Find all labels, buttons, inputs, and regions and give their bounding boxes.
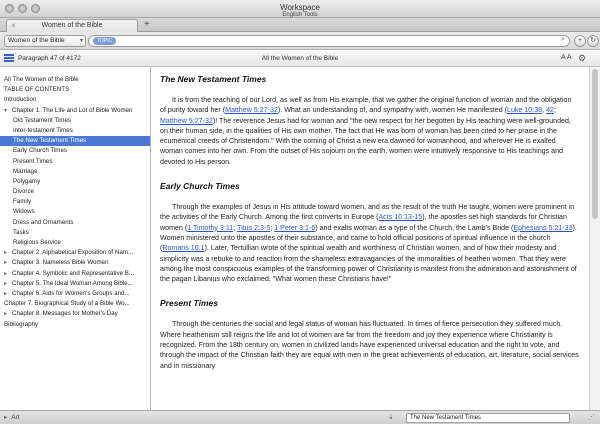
toc-item[interactable]: Divorce <box>13 188 34 196</box>
toc-item-chapter-1[interactable] <box>0 106 150 116</box>
toc-item-chapter-6[interactable] <box>0 289 150 299</box>
scripture-link[interactable]: Luke 10:38 <box>507 106 543 115</box>
scripture-link[interactable]: Matthew 5:27-32 <box>225 106 278 115</box>
scripture-link[interactable]: Romans 16:1 <box>162 244 205 253</box>
toc-item[interactable]: Early Church Times <box>13 147 67 155</box>
disclosure-closed-icon[interactable]: ▸ <box>4 280 8 287</box>
toolbar <box>0 32 600 50</box>
disclosure-closed-icon[interactable]: ▸ <box>4 290 8 297</box>
toc-item-label: Chapter 5. The Ideal Woman Among Bible... <box>12 279 133 287</box>
gear-icon[interactable]: ⚙ <box>578 53 587 63</box>
toc-item-chapter-5[interactable] <box>0 279 150 289</box>
topic-token[interactable]: TOPIC <box>93 37 116 45</box>
search-icon[interactable]: ⌕ <box>561 36 565 43</box>
book-select[interactable] <box>4 35 86 47</box>
toc-item[interactable]: Old Testament Times <box>13 116 71 124</box>
toc-item[interactable]: Tasks <box>13 228 29 236</box>
toc-item[interactable]: Family <box>13 198 32 206</box>
tab-label: Women of the Bible <box>41 22 103 29</box>
toc-item[interactable]: TABLE OF CONTENTS <box>4 86 70 94</box>
section-paragraph: It is from the teaching of our Lord, as well as from His example, that we gather the original function of woman and the obligation of purity toward her (Matthew 5:27-32). What an understanding of, and sympathy with, women He manifested (Luke 10:38, 42; Matthew 5:27-32)! The reverence Jesus had for woman and "the new respect for her begotten by His teaching were well-grounded, on their human side, in the qualities of His own mother. The fact that He was born of woman has been cited to her praise in the ecumenical creeds of Christendom." With the coming of Christ a new era dawned for womanhood, and wherever He is exalted woman comes into her own. From the outset of His sojourn on the earth, women were intuitively responsive to His teachings and devoted to His person. <box>160 96 572 166</box>
status-left <box>4 413 20 421</box>
toc-item-chapter-3[interactable] <box>0 258 150 268</box>
scripture-link[interactable]: Ephesians 5:21-33 <box>513 223 573 232</box>
toc-item[interactable]: Bibliography <box>4 320 39 328</box>
disclosure-open-icon[interactable]: ▾ <box>4 107 8 114</box>
toc-item[interactable]: All The Women of the Bible <box>4 76 79 83</box>
scripture-link[interactable]: Acts 16:13-15 <box>378 213 423 222</box>
toc-item-label: Chapter 3. Nameless Bible Women <box>12 259 109 267</box>
chevron-down-icon: ▾ <box>79 38 83 44</box>
font-size-icon[interactable]: A A <box>561 54 572 61</box>
window-title: Workspace <box>280 3 320 12</box>
toc-item-selected[interactable]: The New Testament Times <box>0 136 150 146</box>
scripture-link[interactable]: Titus 2:3-5 <box>237 223 271 232</box>
section-heading: Present Times <box>160 298 218 309</box>
scrollbar-thumb[interactable] <box>592 69 598 219</box>
table-of-contents-sidebar <box>0 67 151 410</box>
disclosure-closed-icon[interactable]: ▸ <box>4 414 8 421</box>
scripture-link[interactable]: 1 Timothy 3:11 <box>187 223 234 232</box>
new-tab-button[interactable]: + <box>144 19 150 30</box>
workspace-subtitle: English Tools <box>282 12 318 18</box>
toc-item[interactable]: Chapter 7. Biographical Study of a Bible Wo... <box>4 300 130 308</box>
disclosure-closed-icon[interactable]: ▸ <box>4 260 8 267</box>
toc-item[interactable]: Polygamy <box>13 177 41 185</box>
toc-item-chapter-2[interactable] <box>0 248 150 258</box>
info-bar <box>0 51 600 67</box>
resource-type-label[interactable]: Art <box>11 414 20 421</box>
toc-item[interactable]: Dress and Ornaments <box>13 218 74 226</box>
toc-item[interactable]: Religious Service <box>13 239 61 246</box>
resource-title: All the Women of the Bible <box>261 55 339 62</box>
add-circle-icon[interactable]: + <box>574 35 586 47</box>
vertical-scrollbar[interactable] <box>589 67 600 410</box>
toc-item-label: Chapter 4. Symbolic and Representative B... <box>12 269 135 277</box>
resize-grip-icon[interactable]: ⋰ <box>588 414 595 421</box>
toc-item-label: Chapter 2. Alphabetical Exposition of Nam... <box>12 249 134 257</box>
book-select-value: Women of the Bible <box>8 37 65 44</box>
section-paragraph: Through the examples of Jesus in His attitude toward women, and as the result of the truth He taught, women were prominent in the activities of the Early Church. Among the first converts in Europe (Acts 16:13-15), the apostles set high standards for Christian women (1 Timothy 3:11; Titus 2:3-5; 1 Peter 3:1-6) and exalts woman as a type of the Church, the Lamb's Bride (Ephesians 5:21-33). Women ministered unto the apostles of their substance, and came to hold official positions of spiritual influence in the church (Romans 16:1). Later, Tertullian wrote of the spiritual wealth and worthiness of Christian women, and of how their modesty and simplicity was a rebuke to and reaction from the shameless extravagancies of the immoralities of heathen women. That they were among the most conspicuous examples of the transforming power of Christianity is manifest from the admiration and astonishment of the pagan Libanius who exclaimed, "What women these Christians have!" <box>160 203 577 284</box>
toc-item-label: Chapter 1. The Life and Lot of Bible Women <box>12 106 133 114</box>
scripture-link[interactable]: Matthew 5:27-32 <box>160 116 213 125</box>
toc-item-label: Chapter 8. Messages for Mother's Day <box>12 310 118 318</box>
toc-item[interactable]: Marriage <box>13 167 38 175</box>
disclosure-closed-icon[interactable]: ▸ <box>4 250 8 257</box>
location-icon[interactable]: ⇣ <box>388 414 394 421</box>
tab-close-icon[interactable]: × <box>11 21 16 30</box>
toc-item[interactable]: Present Times <box>13 157 53 165</box>
reading-pane <box>152 67 588 410</box>
disclosure-closed-icon[interactable]: ▸ <box>4 311 8 318</box>
tab-bar <box>0 12 600 32</box>
tab-women-of-the-bible[interactable] <box>6 19 138 32</box>
section-paragraph: Through the centuries the social and legal status of woman has fluctuated. In times of fierce persecution they suffered much. Where heathenism still reigns the life and lot of women are far from the freedom and joy they experience where Christianity is recognized. From the 18th century on, women in civilized lands have experienced universal education and the right to vote, and through the impact of the Christian faith they are equal with men in the great achievements of education, art, literature, social services and in missionary <box>160 320 579 370</box>
location-field[interactable]: The New Testament Times <box>406 413 570 423</box>
section-heading: The New Testament Times <box>160 74 267 84</box>
disclosure-closed-icon[interactable]: ▸ <box>4 270 8 277</box>
sync-icon[interactable]: ↻ <box>587 35 599 47</box>
search-input[interactable] <box>88 35 570 47</box>
toc-item[interactable]: Inter-testament Times <box>13 126 73 134</box>
toc-item[interactable]: Introduction <box>4 96 37 104</box>
paragraph-indicator: Paragraph 47 of 4172 <box>18 55 81 62</box>
toc-item[interactable]: Widows <box>13 208 35 216</box>
toc-item-chapter-8[interactable] <box>0 309 150 319</box>
toc-item-chapter-4[interactable] <box>0 269 150 279</box>
scripture-link[interactable]: 1 Peter 3:1-6 <box>274 223 316 232</box>
toc-item-label: Chapter 6. Aids for Women's Groups and... <box>12 289 130 297</box>
scripture-link[interactable]: 42 <box>546 106 554 115</box>
section-heading: Early Church Times <box>160 181 240 192</box>
status-bar <box>0 410 600 424</box>
